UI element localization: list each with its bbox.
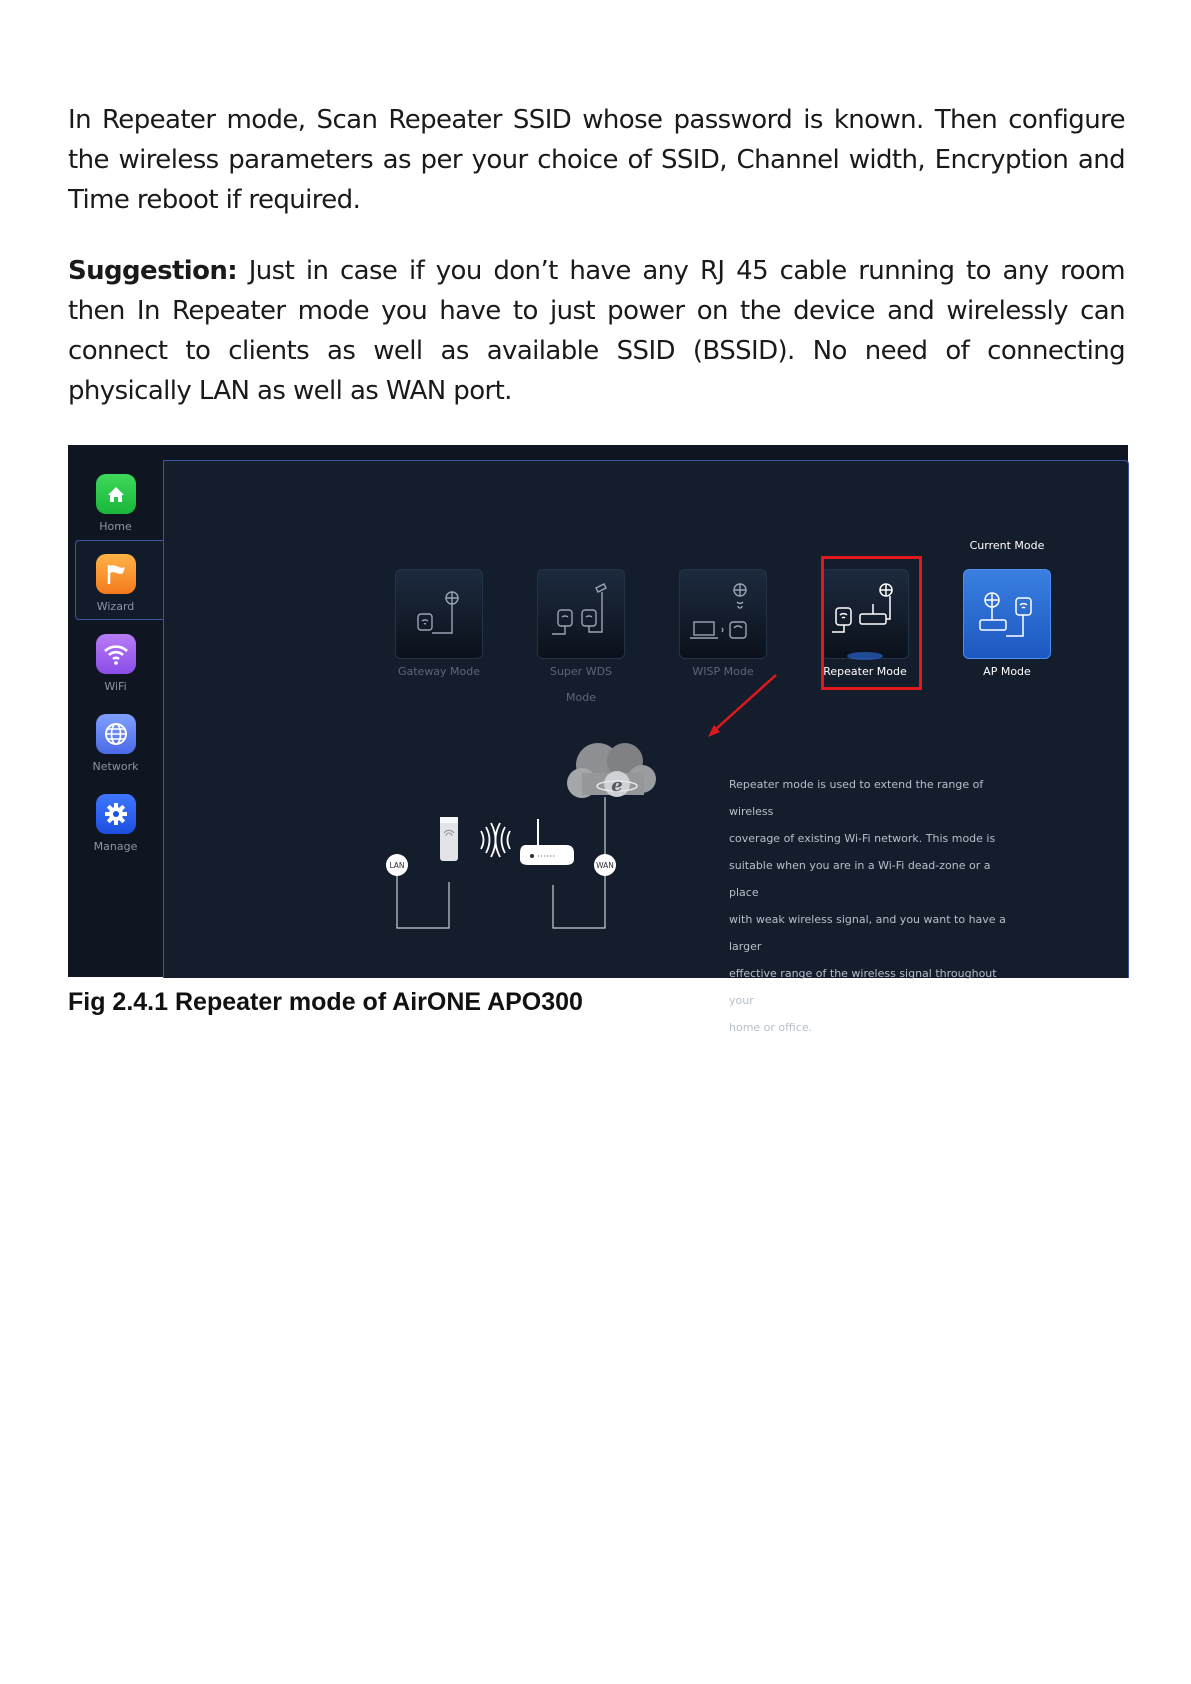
intro-paragraph: In Repeater mode, Scan Repeater SSID whose password is known. Then configure the wireless parameters as per your choice of SSID, Channel width, Encryption and Time reboot if required.	[68, 105, 1125, 215]
sidebar-item-wifi[interactable]	[68, 634, 163, 710]
sidebar-item-label: Wizard	[96, 600, 135, 613]
super-wds-mode-label-line2: Mode	[566, 691, 596, 704]
wan-port-label: WAN	[596, 861, 614, 870]
description-line: effective range of the wireless signal throughout your	[729, 967, 997, 1007]
internet-glyph: e	[611, 775, 623, 796]
router-device-icon	[520, 819, 574, 865]
lan-port-label: LAN	[389, 861, 405, 870]
wifi-icon	[96, 634, 136, 674]
sidebar-item-home[interactable]	[68, 474, 163, 550]
internet-cloud-icon	[567, 743, 656, 798]
description-line: home or office.	[729, 1021, 813, 1034]
ap-mode-label: AP Mode	[983, 665, 1031, 678]
suggestion-lead: Suggestion:	[68, 256, 238, 286]
description-line: Repeater mode is used to extend the range of wireless	[729, 778, 984, 818]
flag-icon	[96, 554, 136, 594]
suggestion-body: Just in case if you don’t have any RJ 45 cable running to any room then In Repeater mode you have to just power on the device and wirelessly can connect to clients as well as available SSID (BSSID). No need of connecting physically LAN as well as WAN port.	[68, 256, 1125, 406]
suggestion-paragraph	[68, 251, 1125, 411]
repeater-mode-label: Repeater Mode	[823, 665, 907, 678]
mode-description	[729, 771, 1019, 1041]
description-line: suitable when you are in a Wi-Fi dead-zone or a place	[729, 859, 991, 899]
gateway-mode-label: Gateway Mode	[397, 665, 481, 678]
current-mode-label: Current Mode	[969, 539, 1045, 552]
wireless-signal-icon	[481, 823, 510, 857]
access-point-device-icon	[440, 817, 458, 861]
home-icon	[96, 474, 136, 514]
figure-caption: Fig 2.4.1 Repeater mode of AirONE APO300	[68, 988, 583, 1016]
sidebar-item-label: Manage	[93, 840, 138, 853]
sidebar-item-label: WiFi	[104, 680, 127, 693]
sidebar-item-wizard[interactable]	[68, 554, 163, 630]
lan-cable	[397, 874, 449, 928]
super-wds-mode-label-line1: Super WDS	[549, 665, 613, 678]
sidebar-item-manage[interactable]	[68, 794, 163, 870]
wisp-mode-label: WISP Mode	[692, 665, 754, 678]
sidebar-item-label: Network	[92, 760, 139, 773]
gear-icon	[96, 794, 136, 834]
pointer-arrow	[716, 675, 776, 729]
description-line: coverage of existing Wi-Fi network. This mode is	[729, 832, 996, 845]
sidebar-item-network[interactable]	[68, 714, 163, 790]
sidebar-item-label: Home	[99, 520, 132, 533]
description-line: with weak wireless signal, and you want to have a larger	[729, 913, 1006, 953]
sidebar	[68, 445, 163, 977]
globe-icon	[96, 714, 136, 754]
